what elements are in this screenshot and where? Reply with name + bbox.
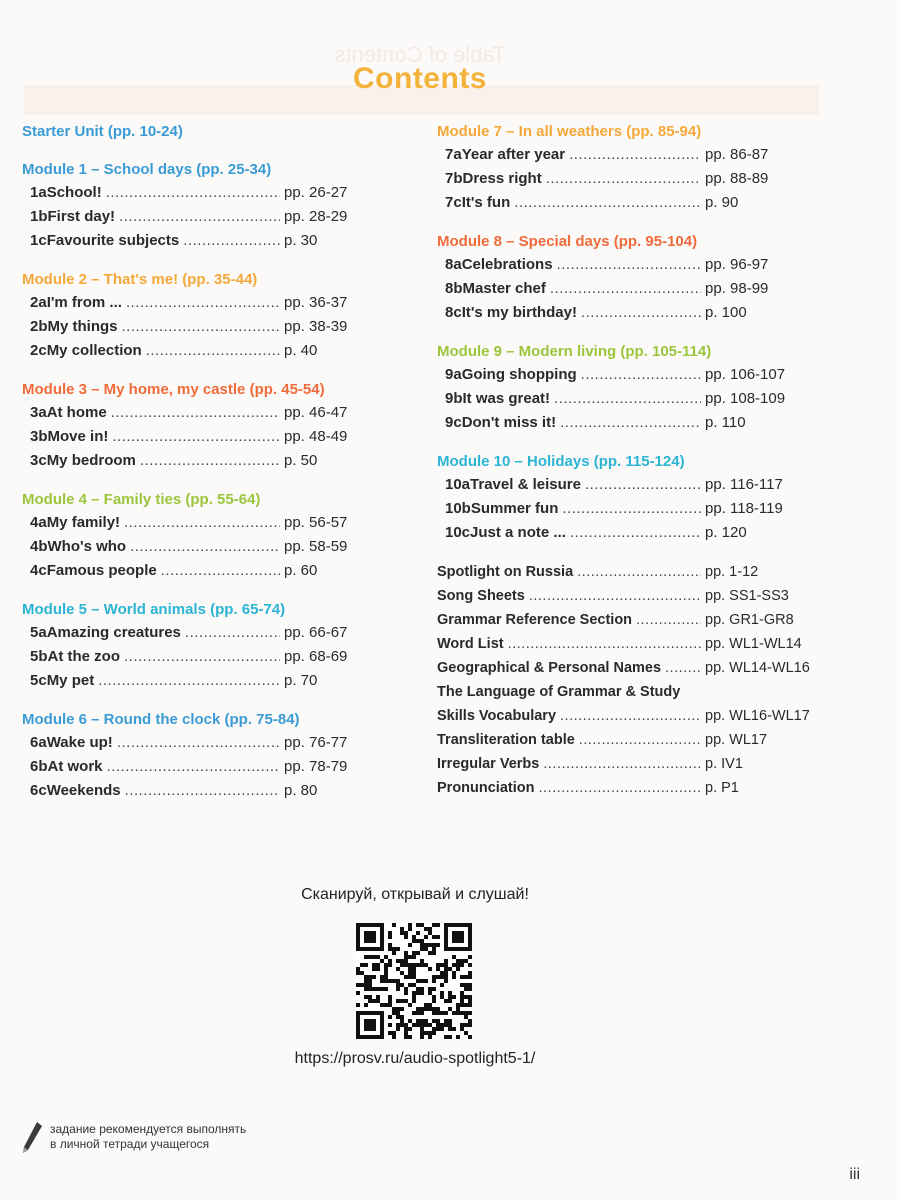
lesson-title: Famous people: [46, 562, 157, 579]
extras-entry[interactable]: [437, 584, 817, 608]
dot-leader: [538, 776, 701, 800]
lesson-title: Weekends: [46, 782, 121, 799]
lesson-number: 5c: [30, 672, 47, 689]
dot-leader: [554, 387, 701, 411]
page-reference: pp. 36-37: [284, 294, 348, 311]
dot-leader: [161, 559, 280, 583]
page-reference: pp. 96-97: [705, 256, 769, 273]
right-column: [437, 120, 817, 800]
page-reference: pp. 56-57: [284, 514, 348, 531]
lesson-title: Wake up!: [46, 734, 113, 751]
extras-title[interactable]: The Language of Grammar & Study: [437, 684, 681, 700]
lesson-title: I'm from ...: [46, 294, 122, 311]
dot-leader: [185, 621, 280, 645]
lesson-entry[interactable]: [437, 521, 817, 545]
dot-leader: [581, 363, 701, 387]
page-reference: p. 50: [284, 452, 318, 469]
audio-url[interactable]: https://prosv.ru/audio-spotlight5-1/: [294, 1050, 536, 1067]
lesson-number: 3b: [30, 428, 48, 445]
page-reference: pp. 26-27: [284, 184, 348, 201]
lesson-number: 6a: [30, 734, 47, 751]
dot-leader: [585, 473, 701, 497]
page-reference: p. P1: [705, 780, 739, 796]
page-title: Contents: [353, 62, 487, 95]
lesson-number: 9b: [445, 390, 463, 407]
exercise-note: [50, 1122, 246, 1152]
page-reference: pp. WL14-WL16: [705, 660, 810, 676]
lesson-entry[interactable]: [22, 669, 362, 693]
page-reference: p. 80: [284, 782, 318, 799]
module-section: [22, 268, 362, 363]
qr-code[interactable]: [356, 923, 472, 1039]
dot-leader: [569, 143, 701, 167]
lesson-entry[interactable]: [22, 229, 362, 253]
dot-leader: [581, 301, 701, 325]
dot-leader: [107, 755, 280, 779]
dot-leader: [183, 229, 280, 253]
dot-leader: [529, 584, 701, 608]
page-reference: p. 30: [284, 232, 318, 249]
dot-leader: [140, 449, 280, 473]
page-reference: p. IV1: [705, 756, 743, 772]
lesson-entry[interactable]: [22, 315, 362, 339]
page-reference: pp. 46-47: [284, 404, 348, 421]
note-line-1: задание рекомендуется выполнять: [50, 1122, 247, 1136]
page-reference: pp. 88-89: [705, 170, 769, 187]
lesson-entry[interactable]: [22, 401, 362, 425]
lesson-entry[interactable]: [22, 779, 362, 803]
lesson-number: 8c: [445, 304, 462, 321]
page-reference: p. 110: [705, 414, 746, 431]
lesson-entry[interactable]: [22, 205, 362, 229]
lesson-number: 4b: [30, 538, 48, 555]
module-section: [437, 450, 817, 545]
lesson-entry[interactable]: [22, 535, 362, 559]
extras-entry[interactable]: [437, 608, 817, 632]
page-reference: pp. 1-12: [705, 564, 759, 580]
extras-title: Skills Vocabulary: [437, 708, 557, 724]
dot-leader: [122, 315, 280, 339]
lesson-entry[interactable]: [437, 497, 817, 521]
page-reference: pp. 106-107: [705, 366, 786, 383]
extras-entry[interactable]: [437, 560, 817, 584]
lesson-title: My family!: [46, 514, 121, 531]
page-reference: pp. 118-119: [705, 500, 783, 517]
lesson-number: 1c: [30, 232, 47, 249]
page-reference: p. 120: [705, 524, 747, 541]
extras-entry[interactable]: [437, 704, 817, 728]
lesson-number: 4a: [30, 514, 47, 531]
lesson-title: Just a note ...: [470, 524, 566, 541]
lesson-number: 3a: [30, 404, 47, 421]
page-reference: pp. 48-49: [284, 428, 348, 445]
page-reference: pp. WL1-WL14: [705, 636, 802, 652]
right-modules: [437, 120, 817, 545]
dot-leader: [112, 425, 280, 449]
lesson-title: My pet: [46, 672, 95, 689]
lesson-entry[interactable]: [437, 167, 817, 191]
extras-entry[interactable]: [437, 752, 817, 776]
dot-leader: [514, 191, 701, 215]
module-section: [22, 120, 362, 143]
lesson-number: 7b: [445, 170, 463, 187]
lesson-number: 8a: [445, 256, 462, 273]
page-reference: pp. 98-99: [705, 280, 769, 297]
dot-leader: [543, 752, 701, 776]
dot-leader: [560, 704, 701, 728]
lesson-title: Don't miss it!: [461, 414, 557, 431]
dot-leader: [125, 779, 280, 803]
lesson-number: 8b: [445, 280, 463, 297]
module-heading[interactable]: Starter Unit (pp. 10-24): [22, 123, 183, 140]
lesson-entry[interactable]: [437, 191, 817, 215]
lesson-entry[interactable]: [437, 363, 817, 387]
dot-leader: [119, 205, 280, 229]
extras-title: Irregular Verbs: [437, 756, 540, 772]
dot-leader: [579, 728, 701, 752]
dot-leader: [124, 511, 280, 535]
page-reference: p. 70: [284, 672, 318, 689]
page-reference: pp. WL16-WL17: [705, 708, 810, 724]
lesson-title: At home: [46, 404, 107, 421]
lesson-title: My collection: [46, 342, 142, 359]
lesson-title: Move in!: [47, 428, 109, 445]
extras-entry[interactable]: [437, 728, 817, 752]
lesson-title: School!: [46, 184, 102, 201]
lesson-entry[interactable]: [22, 291, 362, 315]
dot-leader: [562, 497, 701, 521]
lesson-number: 4c: [30, 562, 47, 579]
extras-title: Grammar Reference Section: [437, 612, 633, 628]
lesson-entry[interactable]: [437, 277, 817, 301]
lesson-number: 2c: [30, 342, 47, 359]
lesson-number: 2a: [30, 294, 47, 311]
lesson-entry[interactable]: [22, 181, 362, 205]
dot-leader: [106, 181, 280, 205]
lesson-title: Travel & leisure: [470, 476, 581, 493]
lesson-entry[interactable]: [437, 473, 817, 497]
dot-leader: [146, 339, 280, 363]
lesson-title: Favourite subjects: [46, 232, 180, 249]
lesson-entry[interactable]: [437, 253, 817, 277]
page-reference: pp. 116-117: [705, 476, 783, 493]
lesson-title: Summer fun: [470, 500, 559, 517]
lesson-number: 5a: [30, 624, 47, 641]
module-heading[interactable]: Module 9 – Modern living (pp. 105-114): [437, 343, 712, 360]
pencil-icon: [20, 1120, 44, 1156]
extras-title: Pronunciation: [437, 780, 535, 796]
dot-leader: [117, 731, 280, 755]
lesson-title: First day!: [47, 208, 116, 225]
page-number: iii: [849, 1166, 860, 1183]
module-heading[interactable]: Module 4 – Family ties (pp. 55-64): [22, 491, 261, 508]
left-column: [22, 120, 362, 818]
note-line-2: в личной тетради учащегося: [50, 1137, 210, 1151]
extras-title: Transliteration table: [437, 732, 575, 748]
lesson-entry[interactable]: [22, 559, 362, 583]
page-reference: pp. 66-67: [284, 624, 348, 641]
page-reference: pp. SS1-SS3: [705, 588, 789, 604]
extras-title: Geographical & Personal Names: [437, 660, 662, 676]
module-section: [22, 598, 362, 693]
extras-entry[interactable]: [437, 656, 817, 680]
lesson-title: At work: [47, 758, 103, 775]
lesson-title: At the zoo: [47, 648, 121, 665]
lesson-number: 10c: [445, 524, 471, 541]
dot-leader: [126, 291, 280, 315]
lesson-entry[interactable]: [22, 339, 362, 363]
page-reference: p. 100: [705, 304, 747, 321]
dot-leader: [508, 632, 701, 656]
lesson-entry[interactable]: [437, 411, 817, 435]
page-reference: p. 40: [284, 342, 318, 359]
page-reference: pp. 76-77: [284, 734, 348, 751]
dot-leader: [130, 535, 280, 559]
dot-leader: [98, 669, 280, 693]
module-heading[interactable]: Module 1 – School days (pp. 25-34): [22, 161, 272, 178]
module-heading[interactable]: Module 10 – Holidays (pp. 115-124): [437, 453, 685, 470]
lesson-entry[interactable]: [437, 301, 817, 325]
module-section: [22, 488, 362, 583]
lesson-title: My things: [47, 318, 118, 335]
lesson-entry[interactable]: [22, 425, 362, 449]
lesson-title: Who's who: [47, 538, 127, 555]
dot-leader: [570, 521, 701, 545]
page-reference: pp. WL17: [705, 732, 768, 748]
lesson-title: Going shopping: [461, 366, 577, 383]
module-section: [437, 230, 817, 325]
extras-entry[interactable]: [437, 632, 817, 656]
lesson-title: It's my birthday!: [461, 304, 577, 321]
lesson-entry[interactable]: [22, 449, 362, 473]
page-reference: pp. 28-29: [284, 208, 348, 225]
dot-leader: [546, 167, 701, 191]
dot-leader: [636, 608, 701, 632]
lesson-number: 6b: [30, 758, 48, 775]
lesson-number: 6c: [30, 782, 47, 799]
dot-leader: [665, 656, 701, 680]
lesson-title: Dress right: [462, 170, 542, 187]
module-heading[interactable]: Module 2 – That's me! (pp. 35-44): [22, 271, 258, 288]
lesson-number: 1a: [30, 184, 47, 201]
lesson-title: Master chef: [462, 280, 546, 297]
lesson-title: It's fun: [461, 194, 511, 211]
module-section: [437, 340, 817, 435]
module-section: [22, 378, 362, 473]
page-reference: pp. 68-69: [284, 648, 348, 665]
page-reference: pp. 38-39: [284, 318, 348, 335]
lesson-entry[interactable]: [22, 645, 362, 669]
lesson-title: It was great!: [462, 390, 551, 407]
module-heading[interactable]: Module 3 – My home, my castle (pp. 45-54): [22, 381, 325, 398]
lesson-number: 9c: [445, 414, 462, 431]
dot-leader: [124, 645, 280, 669]
lesson-title: Amazing creatures: [46, 624, 181, 641]
scan-caption: Сканируй, открывай и слушай!: [301, 886, 529, 903]
page-reference: p. 60: [284, 562, 318, 579]
lesson-number: 10b: [445, 500, 471, 517]
lesson-title: Year after year: [461, 146, 566, 163]
lesson-title: Celebrations: [461, 256, 553, 273]
dot-leader: [550, 277, 701, 301]
bleed-through-text: Table of Contents: [334, 42, 506, 67]
module-heading[interactable]: Module 8 – Special days (pp. 95-104): [437, 233, 698, 250]
extras-list: [437, 560, 817, 800]
lesson-entry[interactable]: [22, 621, 362, 645]
page-reference: pp. 58-59: [284, 538, 348, 555]
extras-entry[interactable]: [437, 776, 817, 800]
lesson-number: 3c: [30, 452, 47, 469]
dot-leader: [577, 560, 701, 584]
page-reference: pp. 86-87: [705, 146, 769, 163]
lesson-number: 2b: [30, 318, 48, 335]
module-heading[interactable]: Module 6 – Round the clock (pp. 75-84): [22, 711, 300, 728]
page-reference: pp. 108-109: [705, 390, 786, 407]
lesson-number: 5b: [30, 648, 48, 665]
lesson-entry[interactable]: [22, 731, 362, 755]
module-section: [22, 708, 362, 803]
lesson-number: 9a: [445, 366, 462, 383]
extras-title: Spotlight on Russia: [437, 564, 574, 580]
lesson-entry[interactable]: [437, 387, 817, 411]
module-heading[interactable]: Module 5 – World animals (pp. 65-74): [22, 601, 286, 618]
lesson-entry[interactable]: [22, 511, 362, 535]
dot-leader: [560, 411, 701, 435]
module-section: [22, 158, 362, 253]
lesson-entry[interactable]: [22, 755, 362, 779]
lesson-number: 10a: [445, 476, 471, 493]
module-heading[interactable]: Module 7 – In all weathers (pp. 85-94): [437, 123, 702, 140]
lesson-number: 1b: [30, 208, 48, 225]
lesson-number: 7c: [445, 194, 462, 211]
lesson-number: 7a: [445, 146, 462, 163]
lesson-entry[interactable]: [437, 143, 817, 167]
extras-title: Song Sheets: [437, 588, 525, 604]
lesson-title: My bedroom: [46, 452, 136, 469]
module-section: [437, 120, 817, 215]
dot-leader: [557, 253, 701, 277]
extras-title: Word List: [437, 636, 504, 652]
page-reference: pp. 78-79: [284, 758, 348, 775]
page-reference: p. 90: [705, 194, 739, 211]
page-reference: pp. GR1-GR8: [705, 612, 794, 628]
dot-leader: [111, 401, 280, 425]
